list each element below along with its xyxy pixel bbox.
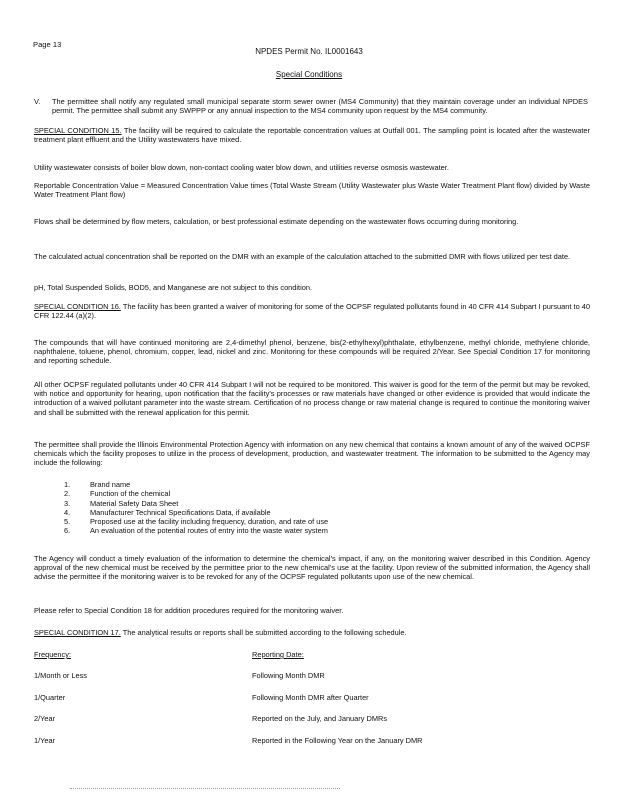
item-v-text: The permittee shall notify any regulated small municipal separate storm sewer owner (MS4 Community) that they maintain coverage under an individual NPDES permit. The permittee shall submit any SWPPP or any annual inspection to the MS4 community upon request by the MS4 community. [52,97,588,116]
sc16-others: All other OCPSF regulated pollutants under 40 CFR 414 Subpart I will not be required to be monitored. This waiver is good for the term of the permit but may be revoked, with notice and opportunity for hearing, upon notification that the facility's processes or raw materials have changed or other evidence is provided that would indicate the introduction of a waived pollutant parameter into the waste stream. Certification of no process change or raw material change is required to continue the monitoring waiver and shall be submitted with the renewal application for this permit. [34,380,590,417]
list-item [64,508,564,517]
sc15-ph: pH, Total Suspended Solids, BOD5, and Manganese are not subject to this condition. [34,283,313,292]
list-item [64,517,564,526]
list-text: Proposed use at the facility including frequency, duration, and rate of use [90,517,329,527]
frequency-cell: 2/Year [34,714,56,723]
list-number: 3. [64,498,71,508]
reporting-date-cell: Reported on the July, and January DMRs [252,714,388,723]
sc16-text: The facility has been granted a waiver of monitoring for some of the OCPSF regulated pollutants found in 40 CFR 414 Subpart I pursuant to 40 CFR 122.44 (a)(2). [34,302,590,321]
sc16-refer: Please refer to Special Condition 18 for addition procedures required for the monitoring waiver. [34,606,344,615]
list-text: Manufacturer Technical Specifications Data, if available [90,507,271,517]
sc16-provide: The permittee shall provide the Illinois Environmental Protection Agency with information on any new chemical that contains a known amount of any of the waived OCPSF chemicals which the facility proposes to utilize in the process of development, production, and wastewater treatment. The information to be submitted to the Agency may include the following: [34,440,590,468]
scan-artifact-divider [70,788,340,795]
sc16-label: SPECIAL CONDITION 16. [34,302,121,311]
list-text: Brand name [90,480,131,489]
list-text: An evaluation of the potential routes of entry into the waste water system [90,526,328,536]
sc15-utility: Utility wastewater consists of boiler blow down, non-contact cooling water blow down, and utilities reverse osmosis wastewater. [34,163,449,172]
sc16-compounds: The compounds that will have continued monitoring are 2,4-dimethyl phenol, benzene, bis(2-ethylhexyl)phthalate, ethylbenzene, methyl chloride, methylene chloride, naphthalene, toluene, phenol, chromium, copper, lead, nickel and zinc. Monitoring for these compounds will be required 2/Year. See Special Condition 17 for monitoring and reporting schedule. [34,338,590,366]
list-text: Material Safety Data Sheet [90,498,179,508]
reporting-date-cell: Reported in the Following Year on the January DMR [252,736,423,745]
frequency-cell: 1/Year [34,736,56,745]
sc15-label: SPECIAL CONDITION 15. [34,126,122,135]
list-item [64,499,564,508]
section-title: Special Conditions [275,70,343,79]
frequency-cell: 1/Quarter [34,693,66,702]
reporting-date-cell: Following Month DMR [252,671,325,680]
list-item [64,480,564,489]
list-number: 6. [64,526,71,536]
page-number: Page 13 [33,40,62,49]
sc16-agency: The Agency will conduct a timely evaluation of the information to determine the chemical's impact, if any, on the monitoring waiver described in this Condition. Agency approval of the new chemical must be received by the permittee prior to the new chemical's use at the facility. Upon review of the submitted information, the Agency shall advise the permittee if the monitoring waiver is to be revoked for any of the OCPSF regulated pollutants upon use of the new chemical. [34,554,590,582]
list-item [64,489,564,498]
frequency-header: Frequency: [34,650,71,659]
special-condition-17 [34,628,590,637]
list-item [64,526,564,535]
permit-number: NPDES Permit No. IL0001643 [255,47,363,56]
sc17-text: The analytical results or reports shall be submitted according to the following schedule. [120,628,407,637]
sc15-formula: Reportable Concentration Value = Measured Concentration Value times (Total Waste Stream (Utility Wastewater plus Waste Water Treatment Plant flow) divided by Waste Water Treatment Plant flow) [34,181,590,200]
chemical-info-list [64,480,564,536]
reporting-date-cell: Following Month DMR after Quarter [252,693,369,702]
list-number: 5. [64,517,71,527]
list-number: 1. [64,480,71,489]
list-text: Function of the chemical [90,489,171,499]
reporting-date-header: Reporting Date: [252,650,304,659]
sc15-text: The facility will be required to calculate the reportable concentration values at Outfall 001. The sampling point is located after the wastewater treatment plant effluent and the Utility wastewaters have mixed. [34,126,590,145]
special-condition-16 [34,302,590,320]
list-number: 2. [64,489,71,499]
sc17-label: SPECIAL CONDITION 17. [34,628,121,637]
item-v-letter: V. [34,97,41,106]
sc15-calc: The calculated actual concentration shall be reported on the DMR with an example of the calculation attached to the submitted DMR with flows utilized per test date. [34,252,571,261]
sc15-flows: Flows shall be determined by flow meters, calculation, or best professional estimate depending on the wastewater flows occurring during monitoring. [34,217,519,226]
frequency-cell: 1/Month or Less [34,671,87,680]
special-condition-15 [34,126,590,144]
list-number: 4. [64,507,71,517]
